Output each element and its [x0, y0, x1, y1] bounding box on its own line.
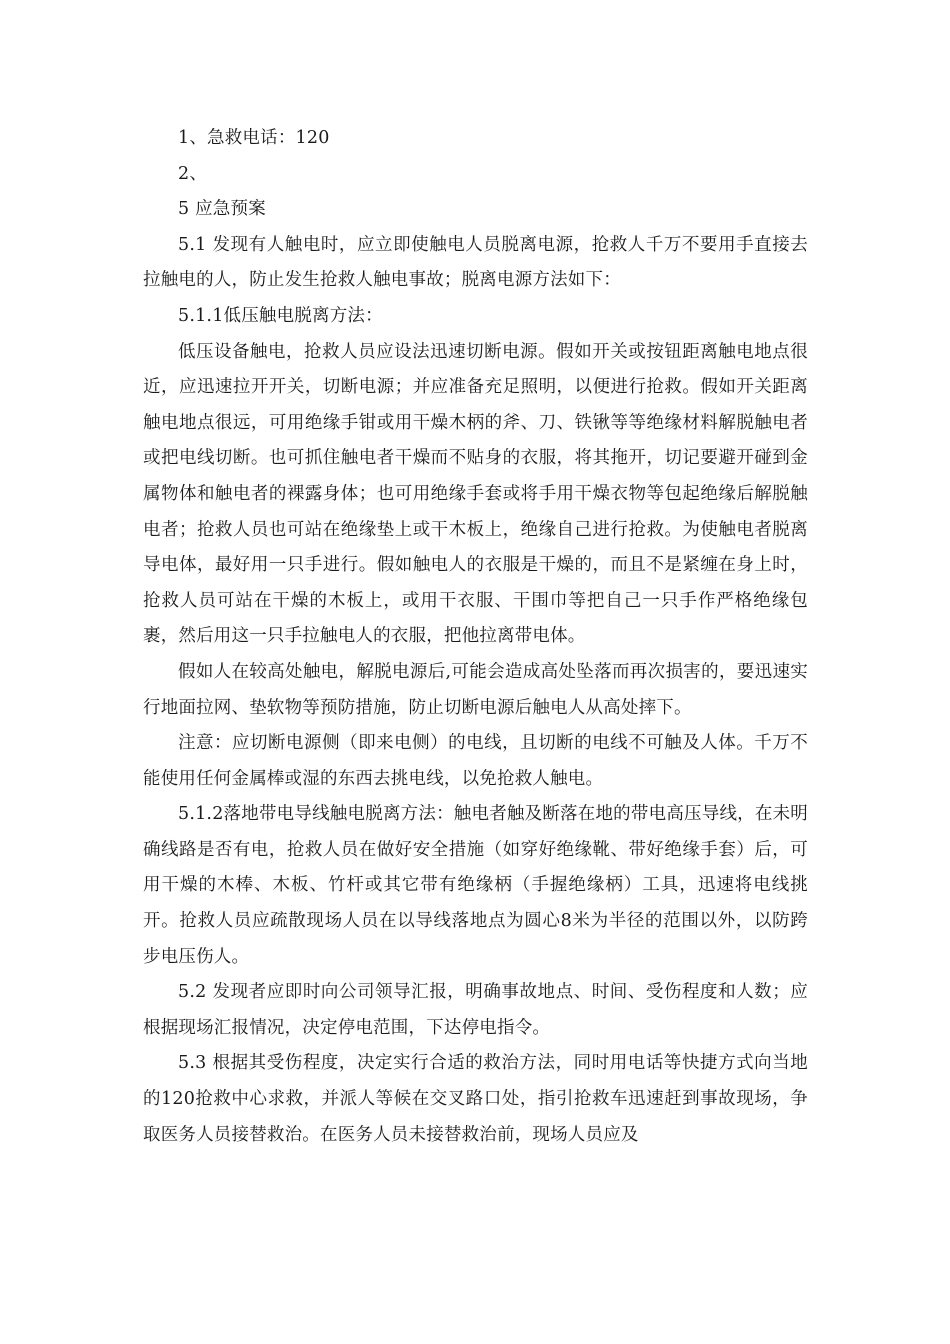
paragraph-5-1-2: 5.1.2落地带电导线触电脱离方法：触电者触及断落在地的带电高压导线，在未明确线路是否有电，抢救人员在做好安全措施（如穿好绝缘靴、带好绝缘手套）后，可用干燥的木棒、木板、竹杆或其它带有绝缘柄（手握绝缘柄）工具，迅速将电线挑开。抢救人员应疏散现场人员在以导线落地点为圆心8米为半径的范围以外，以防跨步电压伤人。	[143, 804, 808, 967]
paragraph-5-1: 5.1 发现有人触电时，应立即使触电人员脱离电源，抢救人千万不要用手直接去拉触电的人，防止发生抢救人触电事故；脱离电源方法如下：	[143, 234, 808, 291]
paragraph-note: 注意：应切断电源侧（即来电侧）的电线，且切断的电线不可触及人体。千万不能使用任何金属棒或湿的东西去挑电线，以免抢救人触电。	[143, 733, 808, 789]
paragraph-high-place: 假如人在较高处触电，解脱电源后,可能会造成高处坠落而再次损害的，要迅速实行地面拉网、垫软物等预防措施，防止切断电源后触电人从高处摔下。	[143, 661, 808, 718]
paragraph-5-2: 5.2 发现者应即时向公司领导汇报，明确事故地点、时间、受伤程度和人数；应根据现场汇报情况，决定停电范围，下达停电指令。	[143, 982, 808, 1038]
document-body	[143, 121, 808, 1153]
subheading-5-1-1: 5.1.1低压触电脱离方法：	[178, 305, 383, 326]
paragraph-item-2: 2、	[178, 163, 208, 184]
paragraph-emergency-phone: 1、急救电话：120	[178, 128, 330, 148]
paragraph-low-voltage: 低压设备触电，抢救人员应设法迅速切断电源。假如开关或按钮距离触电地点很近，应迅速拉开开关，切断电源；并应准备充足照明，以便进行抢救。假如开关距离触电地点很远，可用绝缘手钳或用干燥木柄的斧、刀、铁锹等等绝缘材料解脱触电者或把电线切断。也可抓住触电者干燥而不贴身的衣服，将其拖开，切记要避开碰到金属物体和触电者的裸露身体；也可用绝缘手套或将手用干燥衣物等包起绝缘后解脱触电者；抢救人员也可站在绝缘垫上或干木板上，绝缘自己进行抢救。为使触电者脱离导电体，最好用一只手进行。假如触电人的衣服是干燥的，而且不是紧缠在身上时，抢救人员可站在干燥的木板上，或用干衣服、干围巾等把自己一只手作严格绝缘包裹，然后用这一只手拉触电人的衣服，把他拉离带电体。	[143, 341, 808, 647]
section-heading-emergency-plan: 5 应急预案	[178, 199, 266, 220]
paragraph-5-3: 5.3 根据其受伤程度，决定实行合适的救治方法，同时用电话等快捷方式向当地的120抢救中心求救，并派人等候在交叉路口处，指引抢救车迅速赶到事故现场，争取医务人员接替救治。在医务人员未接替救治前，现场人员应及	[143, 1053, 808, 1145]
